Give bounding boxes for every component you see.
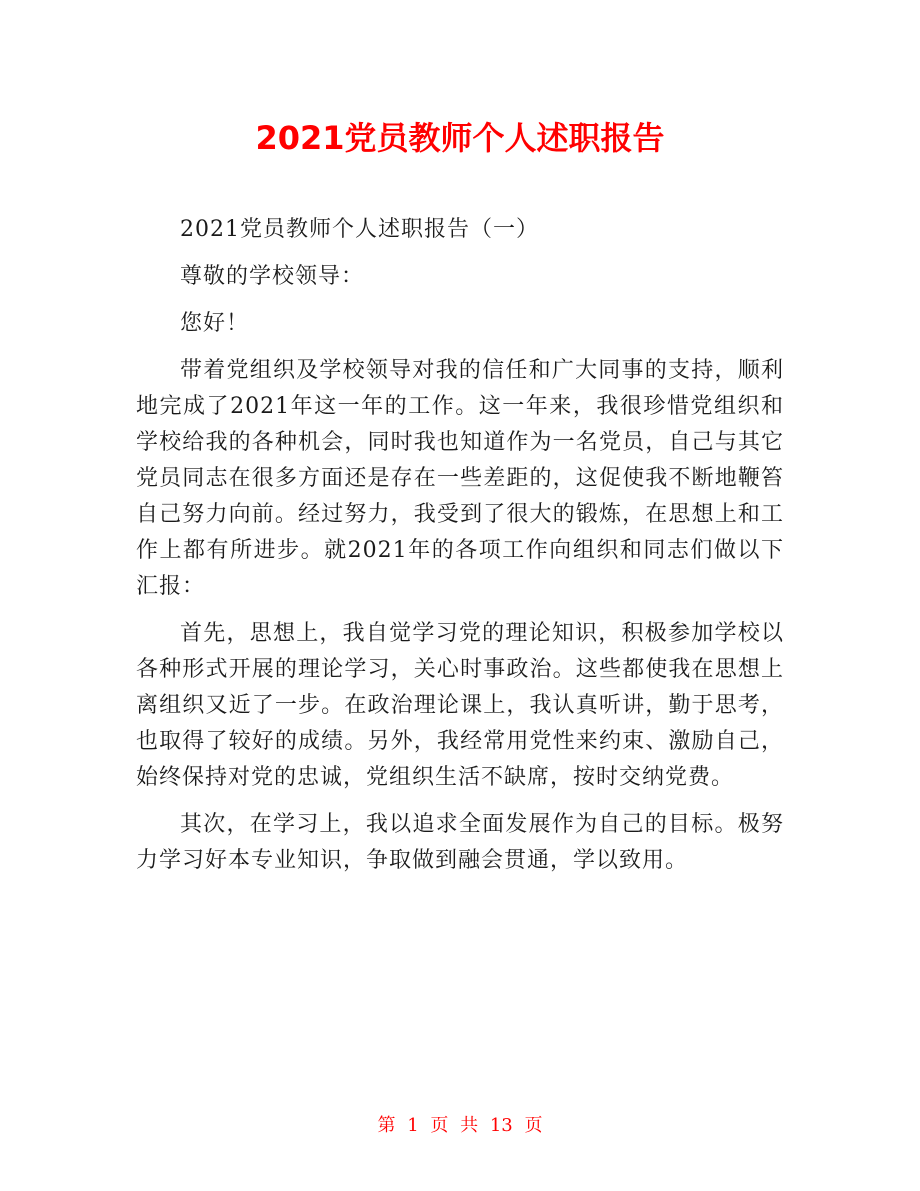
body-paragraph-study: 其次，在学习上，我以追求全面发展作为自己的目标。极努力学习好本专业知识，争取做到融会贯通，学以致用。 <box>136 812 784 873</box>
greeting: 您好！ <box>180 311 250 336</box>
page-number-footer: 第 1 页 共 13 页 <box>377 1115 543 1136</box>
section-heading: 2021党员教师个人述职报告（一） <box>180 217 539 242</box>
document-body <box>136 212 784 890</box>
body-paragraph-intro: 带着党组织及学校领导对我的信任和广大同事的支持，顺利地完成了2021年这一年的工作。这一年来，我很珍惜党组织和学校给我的各种机会，同时我也知道作为一名党员，自己与其它党员同志在很多方面还是存在一些差距的，这促使我不断地鞭笞自己努力向前。经过努力，我受到了很大的锻炼，在思想上和工作上都有所进步。就2021年的各项工作向组织和同志们做以下汇报： <box>136 358 784 599</box>
document-title: 2021党员教师个人述职报告 <box>255 119 665 157</box>
salutation: 尊敬的学校领导： <box>180 264 365 289</box>
body-paragraph-ideology: 首先，思想上，我自觉学习党的理论知识，积极参加学校以各种形式开展的理论学习，关心时事政治。这些都使我在思想上离组织又近了一步。在政治理论课上，我认真听讲，勤于思考，也取得了较好的成绩。另外，我经常用党性来约束、激励自己，始终保持对党的忠诚，党组织生活不缺席，按时交纳党费。 <box>136 621 784 790</box>
